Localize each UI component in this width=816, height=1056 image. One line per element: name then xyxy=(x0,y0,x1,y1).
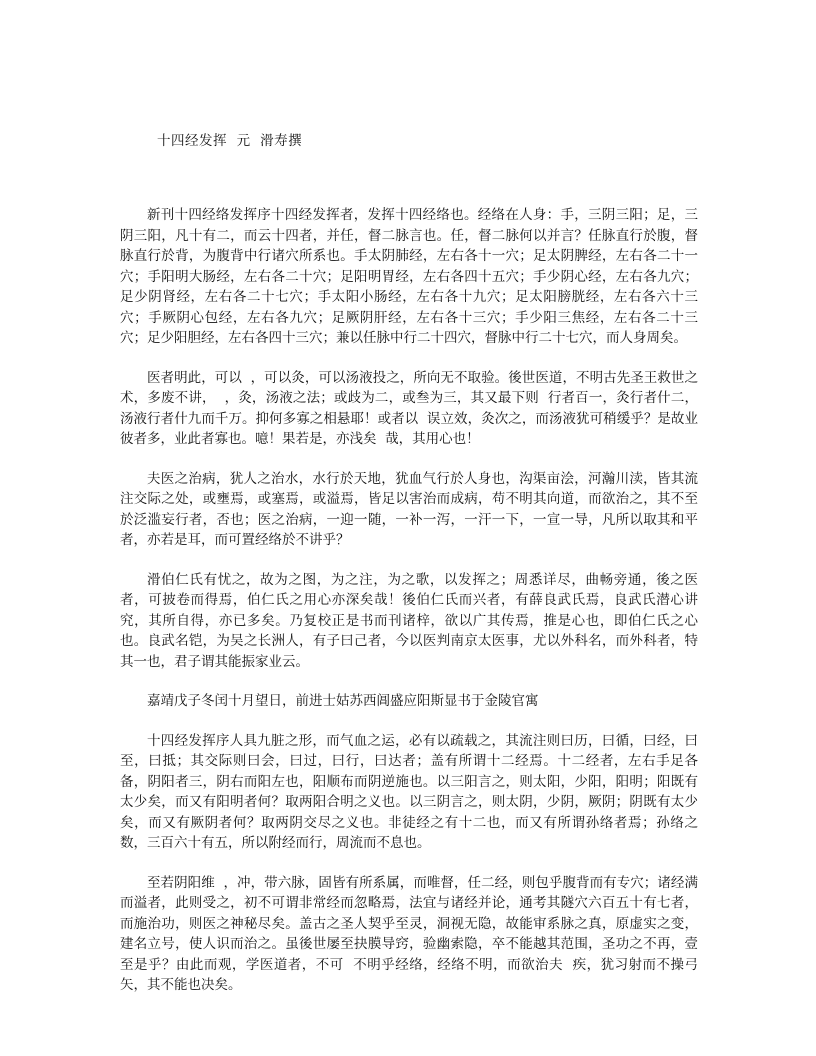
paragraph: 至若阴阳维 ，冲，带六脉，固皆有所系属，而唯督，任二经，则包乎腹背而有专穴；诸经满而溢者，此则受之，初不可谓非常经而忽略焉，法宜与诸经并论，通考其隧穴六百五十有七者，而施治功，则医之神秘尽矣。盖古之圣人契乎至灵，洞视无隐，故能审系脉之真，原虚实之变，建名立号，使人识而治之。虽後世屡至抉膜导窍，验幽索隐，卒不能越其范围，圣功之不再，壹至是乎？由此而观，学医道者，不可 不明乎经络，经络不明，而欲治夫 疾，犹习射而不操弓矢，其不能也决矣。 xyxy=(120,874,698,993)
paragraph: 新刊十四经络发挥序十四经发挥者，发挥十四经络也。经络在人身：手，三阴三阳；足，三阴三阳，凡十有二，而云十四者，并任，督二脉言也。任，督二脉何以并言？任脉直行於腹，督脉直行於背，为腹背中行诸穴所系也。手太阴肺经，左右各十一穴；足太阴脾经，左右各二十一穴；手阳明大肠经，左右各二十穴；足阳明胃经，左右各四十五穴；手少阴心经，左右各九穴；足少阴肾经，左右各二十七穴；手太阳小肠经，左右各十九穴；足太阳膀胱经，左右各六十三穴；手厥阴心包经，左右各九穴；足厥阴肝经，左右各十三穴；手少阳三焦经，左右各二十三穴；足少阳胆经，左右各四十三穴；兼以任脉中行二十四穴，督脉中行二十七穴，而人身周矣。 xyxy=(120,207,698,346)
paragraph: 十四经发挥序人具九脏之形，而气血之运，必有以疏载之，其流注则曰历，曰循，曰经，曰至，曰抵；其交际则曰会，曰过，曰行，曰达者；盖有所谓十二经焉。十二经者，左右手足各备，阴阳者三，阴右而阳左也，阳顺布而阴逆施也。以三阳言之，则太阳，少阳，阳明；阳既有太少矣，而又有阳明者何？取两阳合明之义也。以三阴言之，则太阴，少阴，厥阴；阴既有太少矣，而又有厥阴者何？取两阴交尽之义也。非徒经之有十二也，而又有所谓孙络者焉；孙络之数，三百六十有五，所以附经而行，周流而不息也。 xyxy=(120,732,698,851)
signature-line: 嘉靖戊子冬闰十月望日，前进士姑苏西阊盛应阳斯显书于金陵官寓 xyxy=(147,693,539,709)
document-title: 十四经发挥 元 滑寿撰 xyxy=(157,133,303,149)
paragraph: 夫医之治病，犹人之治水，水行於天地，犹血气行於人身也，沟渠亩浍，河瀚川渎，皆其流注交际之处，或壅焉，或塞焉，或溢焉，皆足以害治而成病，苟不明其向道，而欲治之，其不至於泛滥妄行者，否也；医之治病，一迎一随，一补一泻，一汗一下，一宣一导，凡所以取其和平者，亦若是耳，而可置经络於不讲乎？ xyxy=(120,470,698,548)
paragraph: 滑伯仁氏有忧之，故为之图，为之注，为之歌，以发挥之；周悉详尽，曲畅旁通，後之医者，可披卷而得焉，伯仁氏之用心亦深矣哉！後伯仁氏而兴者，有薛良武氏焉，良武氏潜心讲究，其所自得，亦已多矣。乃复校正是书而刊诸梓，欲以广其传焉，推是心也，即伯仁氏之心也。良武名铠，为吴之长洲人，有子曰己者，今以医判南京太医事，尤以外科名，而外科者，特其一也，君子谓其能振家业云。 xyxy=(120,571,698,670)
paragraph: 医者明此，可以 ，可以灸，可以汤液投之，所向无不取验。後世医道，不明古先圣王救世之术，多废不讲， ，灸，汤液之法；或歧为二，或叁为三，其又最下则 行者百一，灸行者什二，汤液行者什九而千万。抑何多寡之相悬耶！或者以 误立效，灸次之，而汤液犹可稍缓乎？是故业彼者多，业此者寡也。噫！果若是，亦浅矣 哉，其用心也！ xyxy=(120,369,698,447)
document-body xyxy=(120,205,698,1015)
